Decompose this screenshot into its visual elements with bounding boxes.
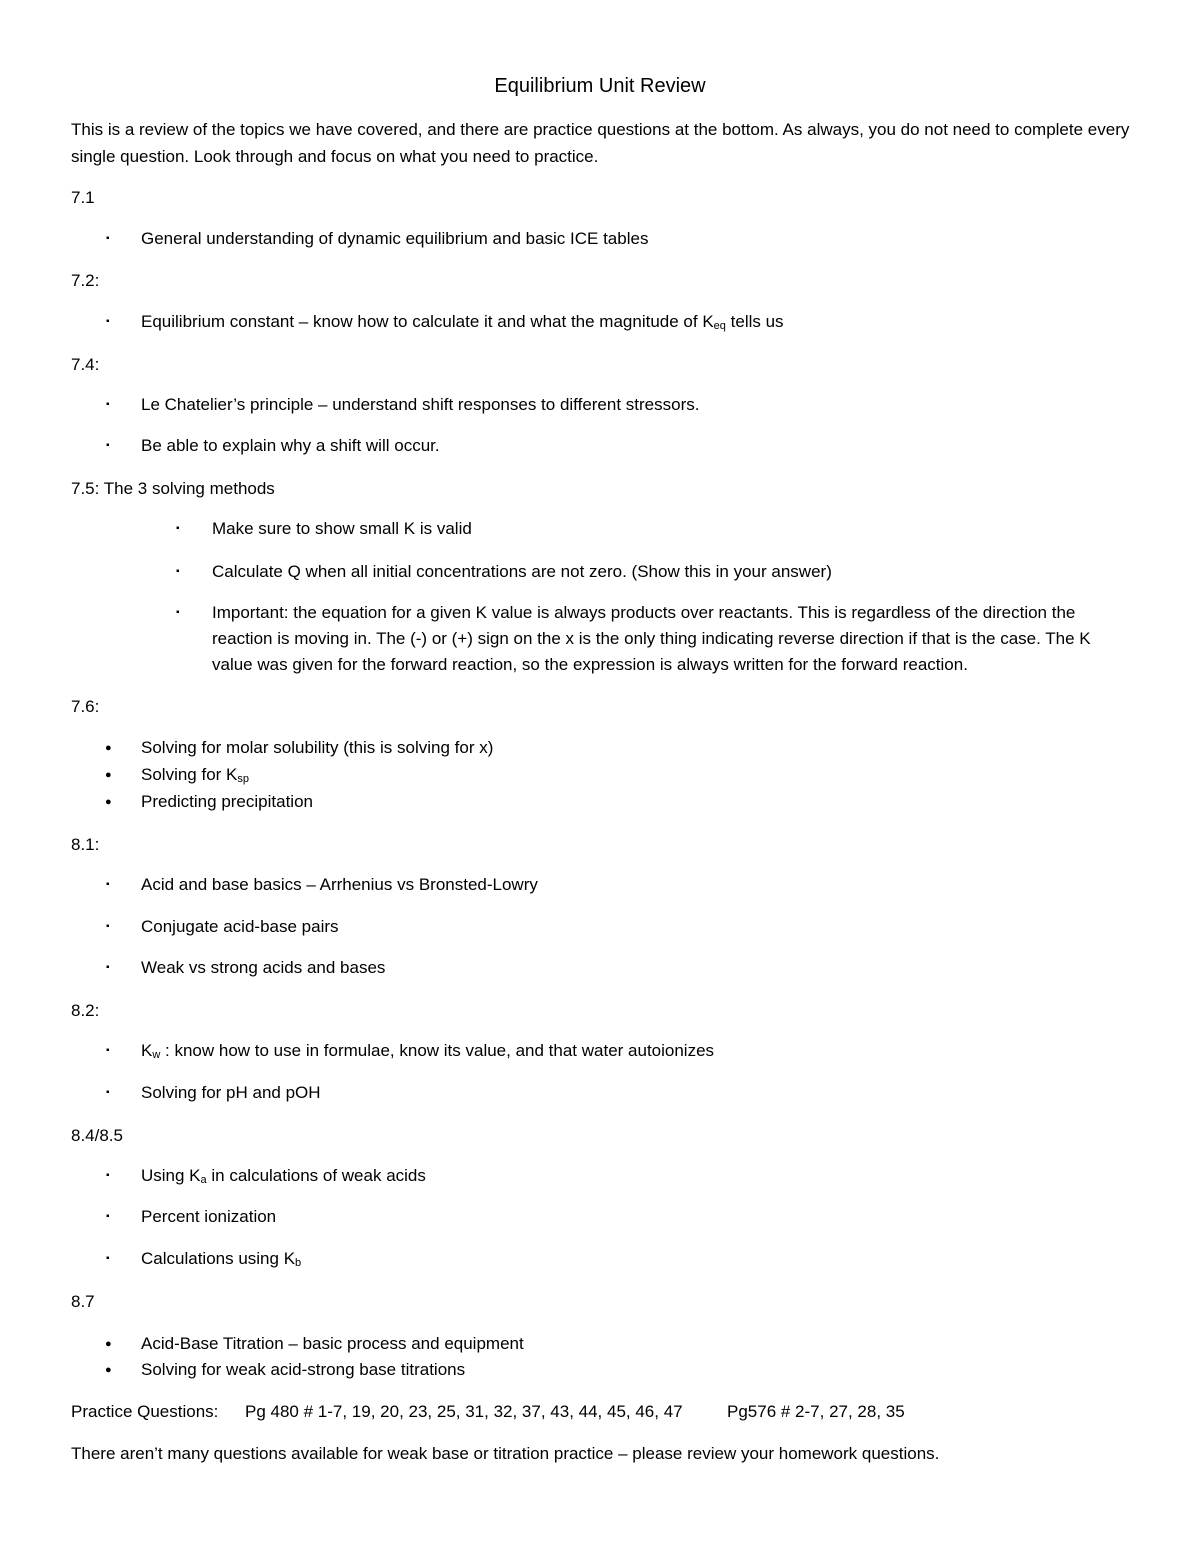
section-heading-7-2: 7.2: xyxy=(71,271,100,290)
list-item: ▪ Calculate Q when all initial concentrations are not zero. (Show this in your answer) xyxy=(212,559,1132,585)
list-item: ▪ Weak vs strong acids and bases xyxy=(141,956,385,980)
list-item xyxy=(141,1039,714,1063)
subscript-a: a xyxy=(200,1174,207,1186)
list-item: ▪ Solving for pH and pOH xyxy=(141,1081,321,1105)
section-heading-8-4-8-5: 8.4/8.5 xyxy=(71,1126,123,1145)
practice-set-2: Pg576 # 2-7, 27, 28, 35 xyxy=(727,1402,905,1421)
section-heading-7-6: 7.6: xyxy=(71,697,100,716)
subscript-w: w xyxy=(152,1049,161,1061)
item-text-end: : know how to use in formulae, know its value, and that water autoionizes xyxy=(160,1041,715,1060)
item-text: Calculations using K xyxy=(141,1249,296,1268)
section-heading-7-1: 7.1 xyxy=(71,188,95,207)
list-item: ▪ Percent ionization xyxy=(141,1205,276,1229)
section-heading-8-2: 8.2: xyxy=(71,1001,100,1020)
subscript-b: b xyxy=(295,1257,302,1269)
subscript-eq: eq xyxy=(713,320,726,332)
list-item: ▪ Important: the equation for a given K value is always products over reactants. This is regardless of the direction the reaction is moving in. The (-) or (+) sign on the x is the only thing indicating reverse direction if that is the case. The K value was given for the forward reaction, so the expression is always written for the forward reaction. xyxy=(212,600,1132,678)
list-item xyxy=(141,1164,426,1188)
list-item: ▪ Conjugate acid-base pairs xyxy=(141,915,339,939)
list-item: ▪ Make sure to show small K is valid xyxy=(212,516,1132,542)
item-text: Solving for K xyxy=(141,765,238,784)
item-text-end: tells us xyxy=(725,312,784,331)
list-item: ● Solving for molar solubility (this is solving for x) xyxy=(141,736,493,760)
list-item xyxy=(141,763,249,787)
list-item: ▪ Acid and base basics – Arrhenius vs Bronsted-Lowry xyxy=(141,873,538,897)
practice-set-1: Pg 480 # 1-7, 19, 20, 23, 25, 31, 32, 37, 43, 44, 45, 46, 47 xyxy=(245,1402,683,1421)
list-item: ▪ Be able to explain why a shift will occur. xyxy=(141,434,440,458)
document-title: Equilibrium Unit Review xyxy=(494,75,706,97)
closing-note: There aren’t many questions available for weak base or titration practice – please review your homework questions. xyxy=(71,1444,940,1463)
item-text: Using K xyxy=(141,1166,201,1185)
section-heading-8-7: 8.7 xyxy=(71,1292,95,1311)
section-heading-7-4: 7.4: xyxy=(71,355,100,374)
section-heading-7-5: 7.5: The 3 solving methods xyxy=(71,479,275,498)
list-item: ▪ General understanding of dynamic equilibrium and basic ICE tables xyxy=(141,227,648,251)
list-item: ● Solving for weak acid-strong base titrations xyxy=(141,1358,465,1382)
list-item: ● Acid-Base Titration – basic process and equipment xyxy=(141,1332,524,1356)
item-text: K xyxy=(141,1041,153,1060)
list-item xyxy=(141,310,784,334)
practice-label: Practice Questions: xyxy=(71,1402,219,1421)
item-text-end: in calculations of weak acids xyxy=(206,1166,426,1185)
item-text: Equilibrium constant – know how to calculate it and what the magnitude of K xyxy=(141,312,714,331)
section-heading-8-1: 8.1: xyxy=(71,835,100,854)
intro-paragraph: This is a review of the topics we have covered, and there are practice questions at the bottom. As always, you do not need to complete every single question. Look through and focus on what you need to practice. xyxy=(71,120,1130,166)
list-item: ▪ Le Chatelier’s principle – understand shift responses to different stressors. xyxy=(141,393,699,417)
subscript-sp: sp xyxy=(237,773,250,785)
list-item xyxy=(141,1247,301,1271)
list-item: ● Predicting precipitation xyxy=(141,790,313,814)
